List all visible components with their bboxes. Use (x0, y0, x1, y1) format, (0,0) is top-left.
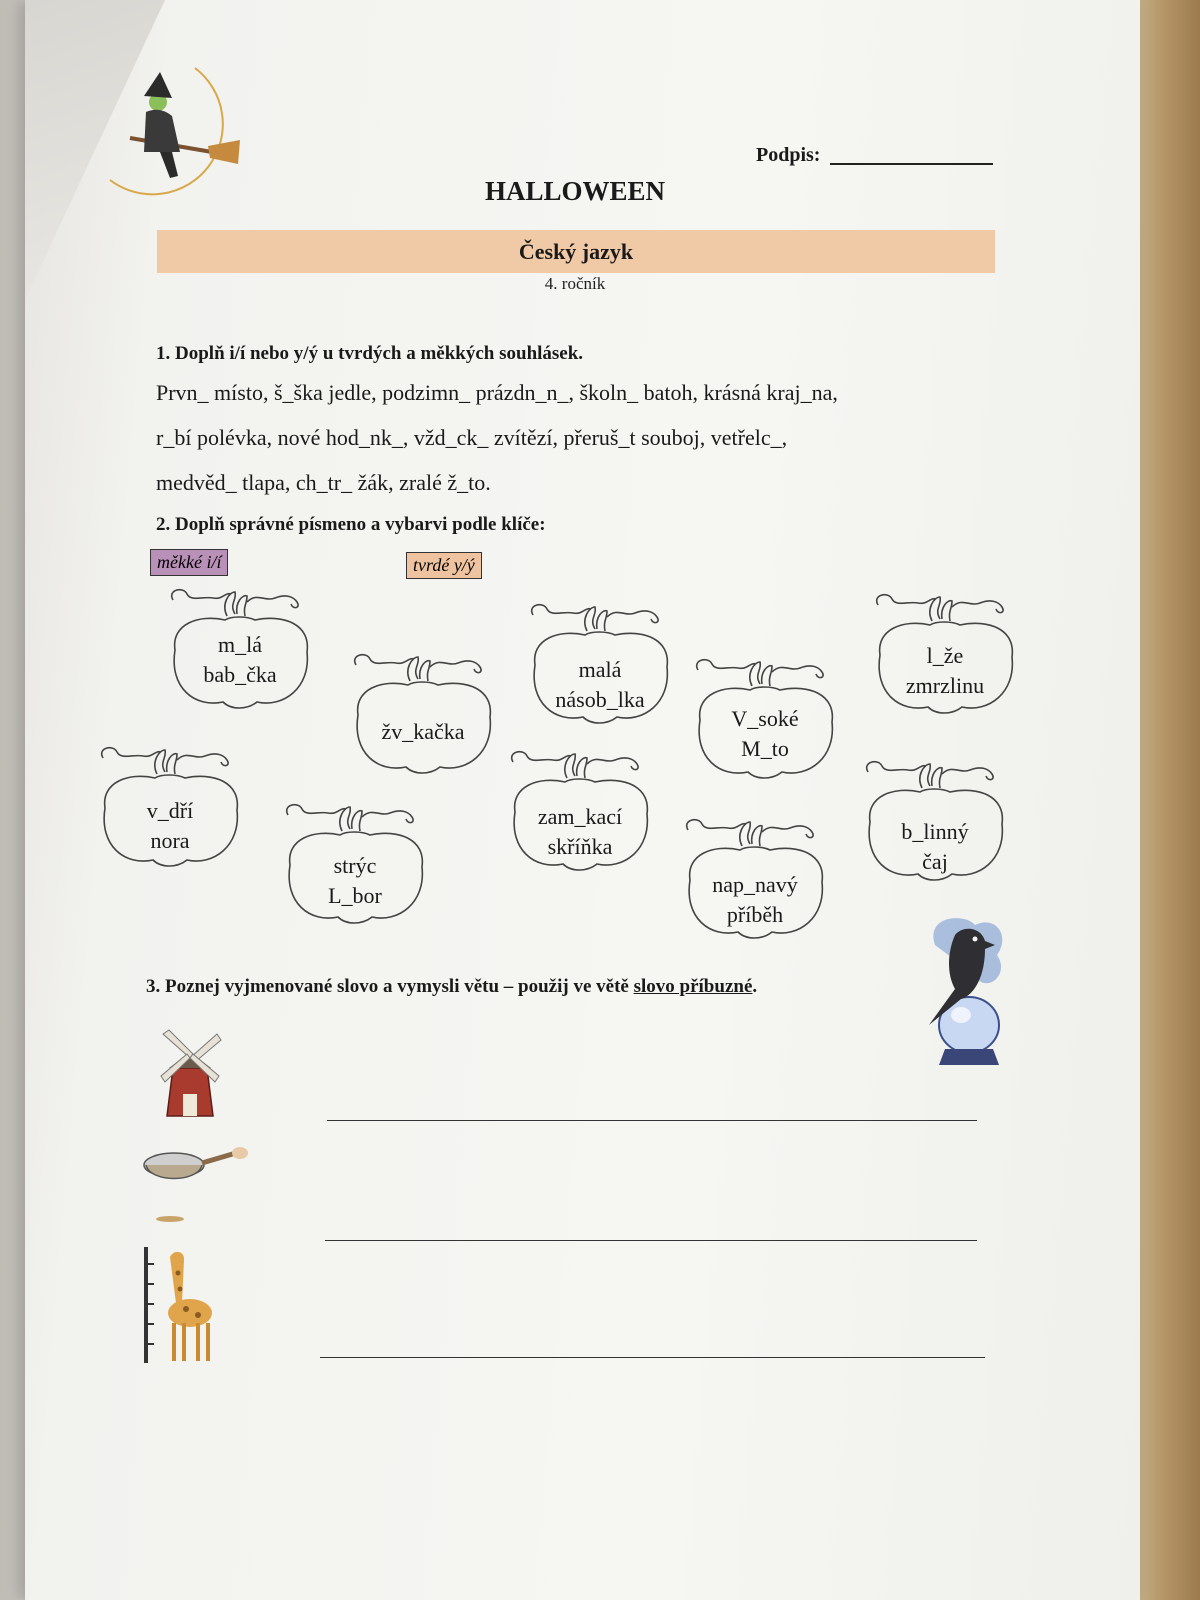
page-title: HALLOWEEN (484, 176, 666, 206)
pumpkin-3-line-1: malá (578, 657, 622, 682)
pumpkin-7[interactable] (280, 805, 430, 930)
pumpkin-2[interactable] (348, 655, 498, 780)
task3-title-suffix: . (752, 976, 758, 997)
pumpkin-6-line-2: nora (150, 828, 190, 853)
pumpkin-9-line-2: příběh (726, 902, 784, 927)
answer-line-3[interactable] (320, 1357, 985, 1358)
pumpkin-1-line-2: bab_čka (203, 662, 277, 687)
task1-line-2: r_bí polévka, nové hod_nk_, vžd_ck_ zvítězí, přeruš_t souboj, vetřelc_, (156, 425, 788, 450)
pumpkin-10-line-2: čaj (922, 849, 948, 874)
key-soft-badge: měkké i/í (150, 549, 228, 576)
windmill-icon (155, 1028, 225, 1118)
task2-title: 2. Doplň správné písmeno a vybarvi podle klíče: (156, 514, 546, 535)
giraffe-icon (140, 1243, 230, 1368)
task1-line-1: Prvn_ místo, š_ška jedle, podzimn_ prázdn_n_, školn_ batoh, krásná kraj_na, (156, 380, 838, 405)
pumpkin-4[interactable] (690, 660, 840, 785)
pumpkin-1[interactable] (165, 590, 315, 715)
pumpkin-6[interactable] (95, 748, 245, 873)
pumpkin-7-line-1: strýc (333, 853, 377, 878)
pumpkin-10[interactable] (860, 762, 1010, 887)
pumpkin-9[interactable] (680, 820, 830, 945)
pumpkin-5-line-2: zmrzlinu (905, 673, 985, 698)
task1-line-3: medvěd_ tlapa, ch_tr_ žák, zralé ž_to. (156, 470, 491, 495)
sieve-icon (140, 1143, 250, 1233)
key-hard-badge: tvrdé y/ý (406, 552, 482, 579)
crow-crystal-ball-icon (915, 915, 1015, 1080)
task1-title: 1. Doplň i/í nebo y/ý u tvrdých a měkkých souhlásek. (156, 343, 584, 364)
pumpkin-1-line-1: m_lá (218, 632, 262, 657)
pumpkin-3-line-2: násob_lka (555, 687, 645, 712)
pumpkin-8-line-2: skříňka (547, 834, 613, 859)
pumpkin-9-line-1: nap_navý (712, 872, 798, 897)
witch-moon-icon (100, 60, 250, 210)
task3-title-underlined: slovo příbuzné (633, 976, 753, 997)
task3-title-prefix: 3. Poznej vyjmenované slovo a vymysli větu – použij ve větě (146, 976, 634, 997)
pumpkin-4-line-1: V_soké (731, 706, 799, 731)
answer-line-1[interactable] (327, 1120, 977, 1121)
pumpkin-5-line-1: l_že (926, 643, 964, 668)
signature-label: Podpis: (756, 144, 821, 166)
pumpkin-7-line-2: L_bor (328, 883, 382, 908)
pumpkin-2-line-1: žv_kačka (381, 719, 465, 744)
signature-line[interactable] (830, 163, 993, 165)
answer-line-2[interactable] (325, 1240, 977, 1241)
task3-title (146, 976, 757, 998)
pumpkin-6-line-1: v_dří (146, 798, 194, 823)
pumpkin-10-line-1: b_linný (901, 819, 969, 844)
pumpkin-8[interactable] (505, 752, 655, 877)
table-surface (1130, 0, 1200, 1600)
grade-label: 4. ročník (544, 274, 606, 293)
pumpkin-4-line-2: M_to (741, 736, 789, 761)
pumpkin-5[interactable] (870, 595, 1020, 720)
pumpkin-8-line-1: zam_kací (537, 804, 623, 829)
subject-bar: Český jazyk (157, 230, 995, 273)
pumpkin-3[interactable] (525, 605, 675, 730)
